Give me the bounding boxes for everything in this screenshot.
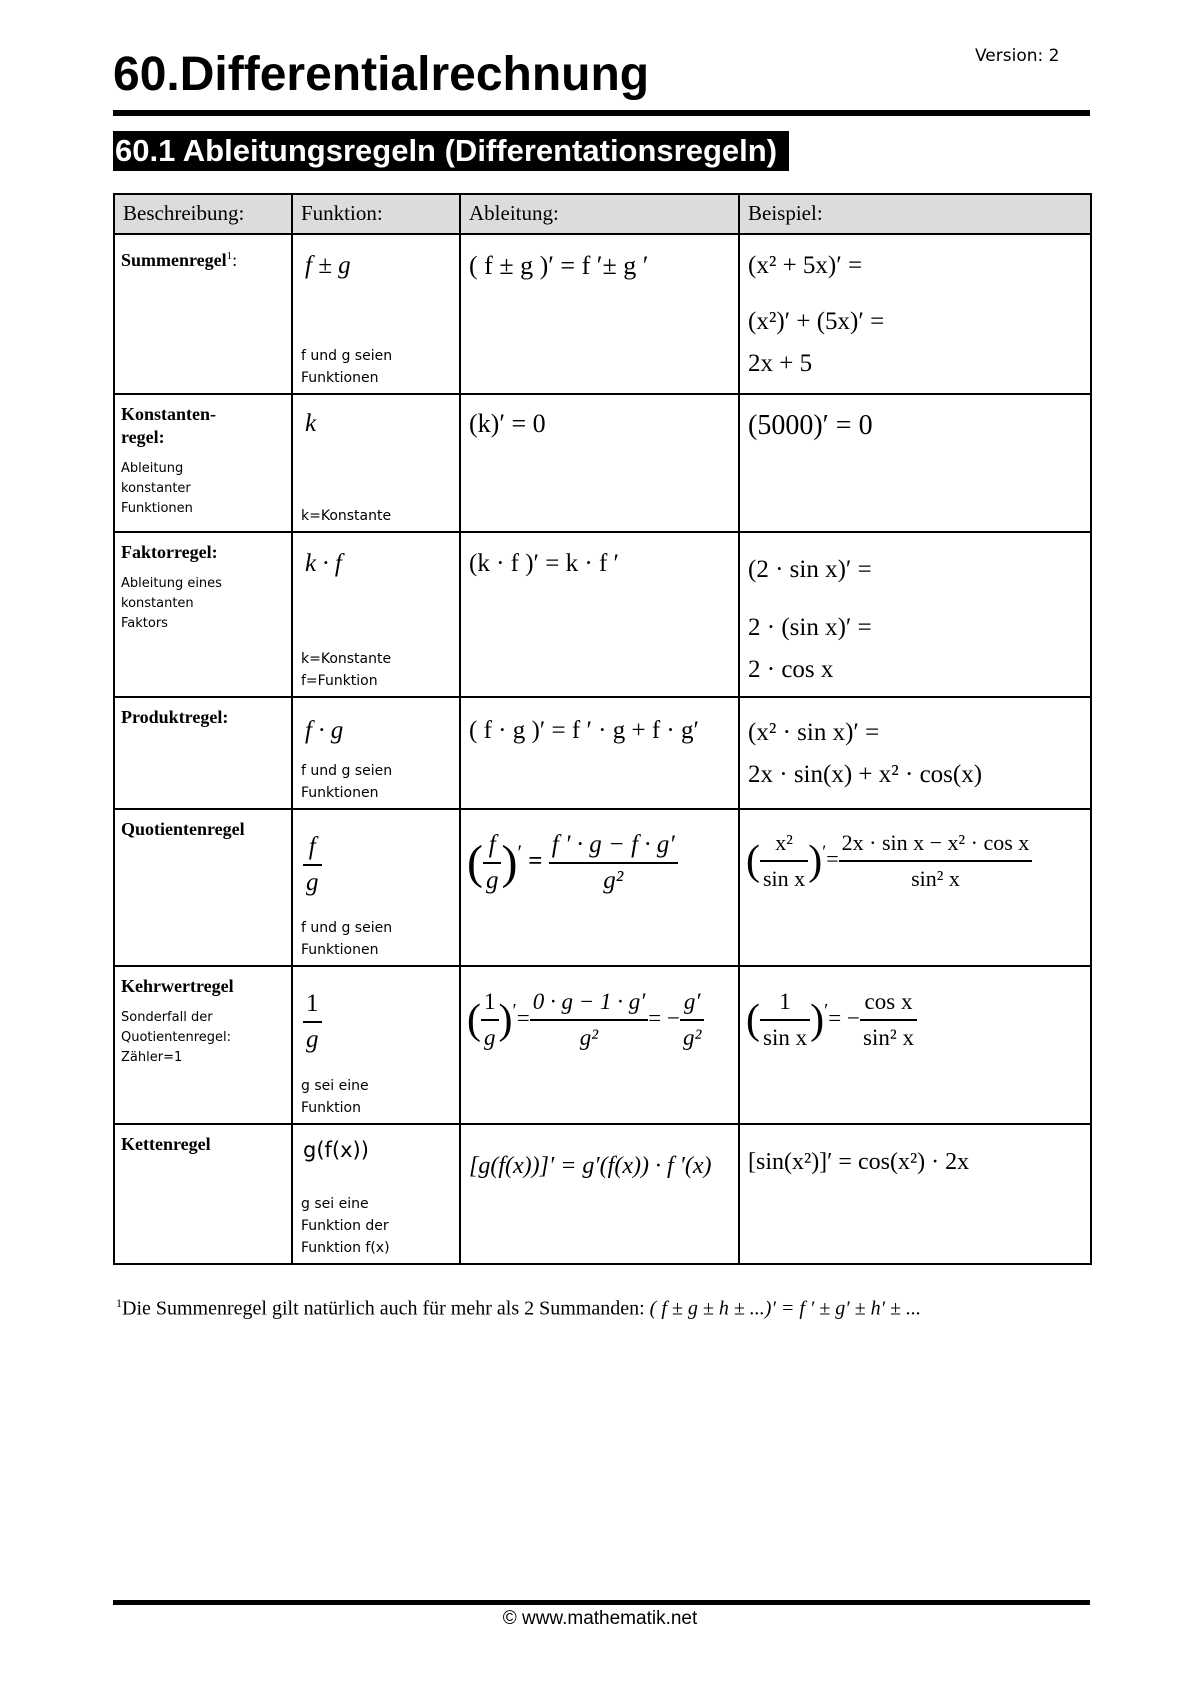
- table-row: [114, 966, 1091, 1124]
- function-note: g sei eine Funktion: [301, 1078, 369, 1116]
- example-line: 2x + 5: [748, 350, 813, 377]
- footnote-formula: ( f ± g ± h ± ...)′ = f ′ ± g′ ± h′ ± ...: [649, 1297, 921, 1320]
- example-line: ( $\frac{1}{\text{sin x}}$ )′= − $\frac{\text{cos x}}{\text{sin² x}}$: [746, 985, 917, 1055]
- function-note: k=Konstante f=Funktion: [301, 651, 392, 689]
- example-cell: [739, 234, 1091, 394]
- example-line: (x² · sin x)′ =: [748, 719, 880, 746]
- footnote-text: Die Summenregel gilt natürlich auch für mehr als 2 Summanden:: [122, 1297, 645, 1320]
- derivative-formula: [g(f(x))]′ = g′(f(x)) · f ′(x): [469, 1153, 712, 1179]
- function-note: g sei eine Funktion der Funktion f(x): [301, 1196, 390, 1256]
- example-line: 2 · cos x: [748, 656, 834, 683]
- derivative-cell: [460, 234, 739, 394]
- derivative-formula: ( $\frac{f}{g}$ )′ = $\frac{f ' \cdot g - f \cdot g'}{\text{g²}}$: [467, 828, 678, 898]
- function-formula: g(f(x)): [303, 1138, 369, 1162]
- example-cell: [739, 532, 1091, 697]
- example-cell: [739, 697, 1091, 809]
- example-line: [sin(x²)]′ = cos(x²) · 2x: [748, 1149, 970, 1175]
- derivative-cell: [460, 809, 739, 966]
- rule-name-cell: [114, 394, 292, 532]
- rule-name: Kettenregel: [121, 1134, 211, 1154]
- function-formula: $\frac{1}{g}$: [303, 987, 322, 1057]
- derivative-formula: (k)′ = 0: [469, 409, 546, 438]
- function-formula: k · f: [305, 550, 342, 577]
- example-cell: [739, 966, 1091, 1124]
- function-note: f und g seien Funktionen: [301, 920, 393, 958]
- function-cell: [292, 1124, 460, 1264]
- rule-name: Produktregel:: [121, 707, 229, 727]
- derivative-formula: ( f · g )′ = f ′ · g + f · g′: [469, 717, 699, 744]
- rule-name-cell: [114, 966, 292, 1124]
- example-cell: [739, 809, 1091, 966]
- example-line: (5000)′ = 0: [748, 410, 873, 441]
- table-row: [114, 809, 1091, 966]
- function-note: f und g seien Funktionen: [301, 763, 393, 801]
- footer-copyright: © www.mathematik.net: [502, 1608, 698, 1629]
- function-cell: [292, 697, 460, 809]
- table-row: [114, 532, 1091, 697]
- rule-description: Ableitung konstanter Funktionen: [121, 461, 193, 516]
- page-title: 60.Differentialrechnung: [113, 48, 650, 101]
- rule-name-cell: [114, 809, 292, 966]
- function-formula: f · g: [305, 717, 344, 744]
- derivative-cell: [460, 697, 739, 809]
- rules-table: [113, 193, 1092, 1265]
- rule-description: Sonderfall der Quotientenregel: Zähler=1: [121, 1010, 232, 1065]
- example-line: (x² + 5x)′ =: [748, 252, 863, 279]
- header-beschreibung: Beschreibung:: [114, 194, 292, 234]
- rule-name: Konstanten-regel:: [121, 404, 217, 447]
- example-line: 2x · sin(x) + x² · cos(x): [748, 761, 983, 788]
- rule-name: Kehrwertregel: [121, 976, 234, 996]
- table-row: [114, 234, 1091, 394]
- example-cell: [739, 394, 1091, 532]
- header-beispiel: Beispiel:: [739, 194, 1091, 234]
- title-rule: [113, 110, 1090, 116]
- function-cell: [292, 532, 460, 697]
- footnote: [116, 1296, 921, 1321]
- rule-name: Faktorregel:: [121, 542, 218, 562]
- table-row: [114, 697, 1091, 809]
- example-line: 2 · (sin x)′ =: [748, 614, 872, 641]
- rule-name-cell: [114, 1124, 292, 1264]
- function-note: f und g seien Funktionen: [301, 348, 393, 386]
- example-line: (2 · sin x)′ =: [748, 556, 872, 583]
- derivative-cell: [460, 966, 739, 1124]
- table-header-row: [114, 194, 1091, 234]
- header-ableitung: Ableitung:: [460, 194, 739, 234]
- rule-name-cell: [114, 532, 292, 697]
- function-formula: f ± g: [305, 252, 351, 279]
- function-cell: [292, 394, 460, 532]
- derivative-formula: ( f ± g )′ = f ′± g ′: [469, 251, 649, 280]
- function-formula: $\frac{f}{g}$: [303, 830, 322, 900]
- footnote-marker: 1: [116, 1296, 122, 1310]
- rule-name: Quotientenregel: [121, 819, 245, 839]
- example-line: ( $\frac{\text{x²}}{\text{sin x}}$ )′= $\frac{\text{2x · sin x − x² · cos x}}{\text{sin² x}}$: [746, 826, 1032, 896]
- derivative-formula: ( $\frac{1}{g}$ )′= $\frac{0 \cdot g - 1 \cdot g'}{\text{g²}}$ = − $\frac{g'}{\text{g²}}$: [467, 985, 704, 1055]
- rule-description: Ableitung eines konstanten Faktors: [121, 576, 222, 631]
- version-label: Version: 2: [975, 46, 1060, 66]
- function-note: k=Konstante: [301, 508, 392, 524]
- example-cell: [739, 1124, 1091, 1264]
- function-cell: [292, 809, 460, 966]
- function-formula: k: [305, 410, 317, 437]
- example-line: (x²)′ + (5x)′ =: [748, 308, 885, 335]
- table-row: [114, 394, 1091, 532]
- derivative-cell: [460, 394, 739, 532]
- table-row: [114, 1124, 1091, 1264]
- function-cell: [292, 234, 460, 394]
- rule-name-cell: [114, 234, 292, 394]
- derivative-cell: [460, 1124, 739, 1264]
- rule-name: Summenregel$^1$:: [121, 250, 238, 270]
- derivative-formula: (k · f )′ = k · f ′: [469, 550, 619, 577]
- section-title: 60.1 Ableitungsregeln (Differentationsregeln): [113, 131, 789, 171]
- header-funktion: Funktion:: [292, 194, 460, 234]
- function-cell: [292, 966, 460, 1124]
- rule-name-cell: [114, 697, 292, 809]
- derivative-cell: [460, 532, 739, 697]
